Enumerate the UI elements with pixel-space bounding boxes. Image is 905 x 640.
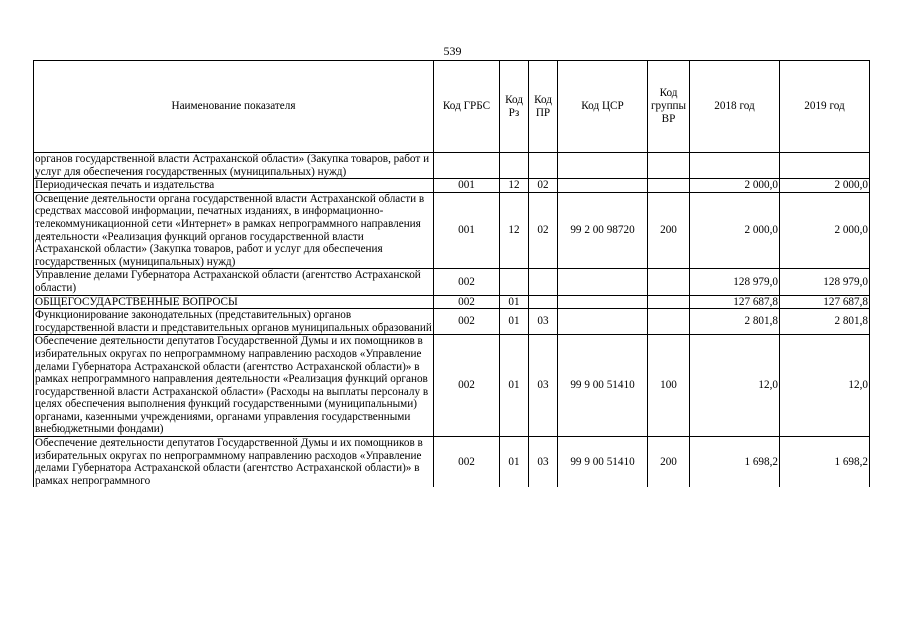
row-2018: 128 979,0 (690, 269, 780, 295)
table-row (34, 335, 870, 437)
row-pr (529, 295, 558, 309)
row-2019: 2 801,8 (780, 309, 870, 335)
row-grbs: 002 (434, 309, 500, 335)
row-name: Освещение деятельности органа государственной власти Астраханской области в средствах массовой информации, печатных изданиях, в информационно-телекоммуникационной сети «Интернет» в рамках непрограммного направления деятельности «Реализация функций органов государственной власти Астраханской области» (Закупка товаров, работ и услуг для обеспечения государственных (муниципальных) нужд) (34, 192, 434, 269)
row-2019: 2 000,0 (780, 192, 870, 269)
row-pr: 02 (529, 192, 558, 269)
row-2018 (690, 153, 780, 179)
row-rz: 01 (500, 437, 529, 488)
row-pr (529, 153, 558, 179)
row-name: Обеспечение деятельности депутатов Государственной Думы и их помощников в избирательных округах по непрограммному направлению расходов «Управление делами Губернатора Астраханской области (агентство Астраханской области)» в рамках непрограммного направления деятельности «Реализация функций органов государственной власти Астраханской области» (Расходы на выплаты персоналу в целях обеспечения выполнения функций государственными (муниципальными) органами, казенными учреждениями, органами управления государственными внебюджетными фондами) (34, 335, 434, 437)
row-grbs (434, 153, 500, 179)
row-vr: 200 (648, 437, 690, 488)
row-pr: 03 (529, 335, 558, 437)
table-row (34, 192, 870, 269)
row-name: Периодическая печать и издательства (34, 179, 434, 193)
row-2018: 2 801,8 (690, 309, 780, 335)
header-vr: Код группы ВР (648, 61, 690, 153)
row-2019: 2 000,0 (780, 179, 870, 193)
table-row (34, 295, 870, 309)
budget-table (33, 60, 870, 487)
table-row (34, 309, 870, 335)
row-csr: 99 9 00 51410 (558, 335, 648, 437)
row-grbs: 002 (434, 335, 500, 437)
row-2018: 2 000,0 (690, 179, 780, 193)
header-rz: Код Рз (500, 61, 529, 153)
header-csr: Код ЦСР (558, 61, 648, 153)
row-vr: 100 (648, 335, 690, 437)
row-pr: 02 (529, 179, 558, 193)
row-grbs: 002 (434, 295, 500, 309)
row-rz: 01 (500, 309, 529, 335)
row-2019: 12,0 (780, 335, 870, 437)
table-row (34, 437, 870, 488)
row-csr (558, 295, 648, 309)
row-name: ОБЩЕГОСУДАРСТВЕННЫЕ ВОПРОСЫ (34, 295, 434, 309)
row-rz: 01 (500, 295, 529, 309)
row-csr (558, 179, 648, 193)
row-pr: 03 (529, 437, 558, 488)
row-vr (648, 295, 690, 309)
header-pr: Код ПР (529, 61, 558, 153)
row-csr (558, 309, 648, 335)
row-csr (558, 269, 648, 295)
table-row (34, 153, 870, 179)
row-vr (648, 269, 690, 295)
row-vr (648, 309, 690, 335)
row-vr: 200 (648, 192, 690, 269)
row-pr: 03 (529, 309, 558, 335)
row-grbs: 002 (434, 437, 500, 488)
row-rz (500, 269, 529, 295)
row-name: Функционирование законодательных (представительных) органов государственной власти и представительных органов муниципальных образований (35, 309, 432, 334)
row-vr (648, 153, 690, 179)
row-name: органов государственной власти Астраханской области» (Закупка товаров, работ и услуг для обеспечения государственных (муниципальных) нужд) (34, 153, 434, 179)
row-2018: 1 698,2 (690, 437, 780, 488)
row-2019: 128 979,0 (780, 269, 870, 295)
row-pr (529, 269, 558, 295)
row-grbs: 001 (434, 179, 500, 193)
page-number: 539 (443, 44, 462, 58)
row-csr (558, 153, 648, 179)
row-name: Управление делами Губернатора Астраханской области (агентство Астраханской области) (34, 269, 434, 295)
row-2018: 12,0 (690, 335, 780, 437)
row-2019 (780, 153, 870, 179)
row-2018: 127 687,8 (690, 295, 780, 309)
header-grbs: Код ГРБС (434, 61, 500, 153)
row-vr (648, 179, 690, 193)
row-name: Обеспечение деятельности депутатов Государственной Думы и их помощников в избирательных округах по непрограммному направлению расходов «Управление делами Губернатора Астраханской области (агентство Астраханской области)» в рамках непрограммного (34, 437, 434, 488)
header-2018: 2018 год (690, 61, 780, 153)
row-2019: 127 687,8 (780, 295, 870, 309)
table-row (34, 179, 870, 193)
table-row (34, 269, 870, 295)
header-name: Наименование показателя (34, 61, 434, 153)
row-csr: 99 2 00 98720 (558, 192, 648, 269)
row-csr: 99 9 00 51410 (558, 437, 648, 488)
row-rz: 12 (500, 192, 529, 269)
header-2019: 2019 год (780, 61, 870, 153)
row-rz: 01 (500, 335, 529, 437)
row-grbs: 001 (434, 192, 500, 269)
row-2018: 2 000,0 (690, 192, 780, 269)
row-grbs: 002 (434, 269, 500, 295)
header-row (34, 61, 870, 153)
row-rz (500, 153, 529, 179)
row-2019: 1 698,2 (780, 437, 870, 488)
row-rz: 12 (500, 179, 529, 193)
